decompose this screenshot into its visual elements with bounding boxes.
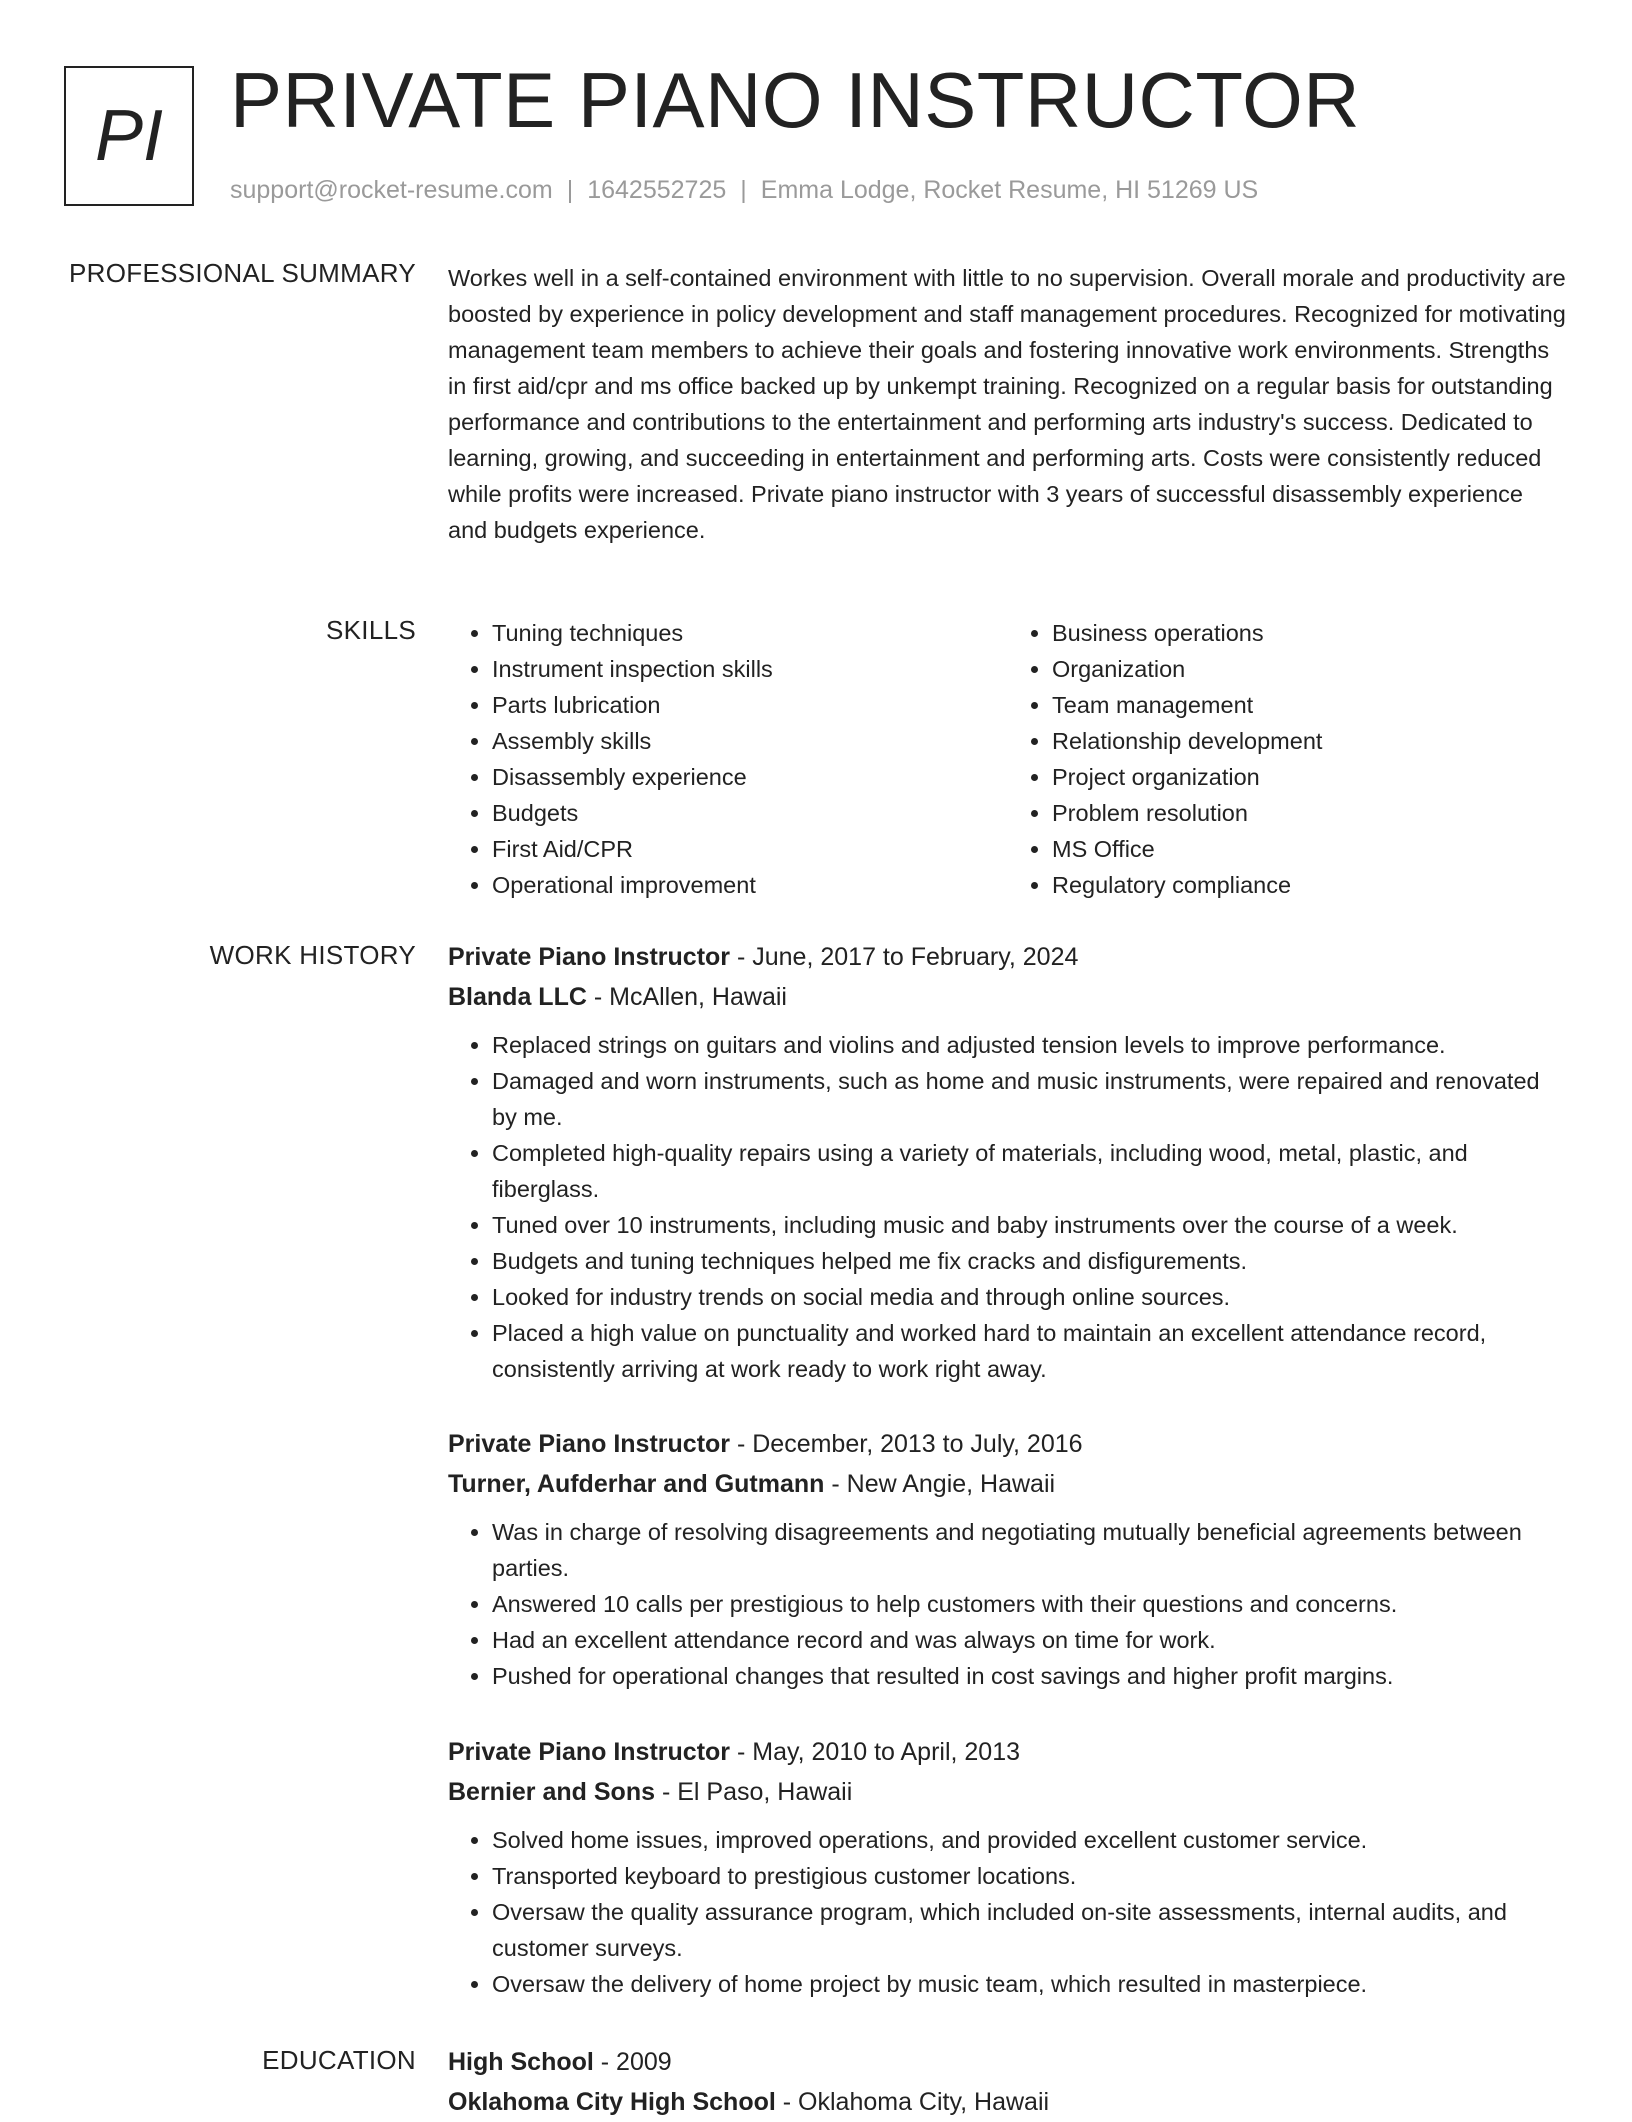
job-company: Bernier and Sons: [448, 1778, 655, 1806]
skill-item: • Instrument inspection skills: [492, 651, 1008, 687]
job-company: Turner, Aufderhar and Gutmann: [448, 1470, 825, 1498]
job-location: - El Paso, Hawaii: [655, 1778, 853, 1806]
job-dates: - May, 2010 to April, 2013: [730, 1738, 1021, 1766]
job-entry: [448, 1732, 1568, 2002]
job-bullets: [448, 1822, 1568, 2002]
job-title-line: [448, 1732, 1568, 1772]
contact-phone[interactable]: 1642552725: [587, 176, 727, 204]
job-bullet: • Solved home issues, improved operations, and provided excellent customer service.: [492, 1822, 1568, 1858]
monogram-text: PI: [94, 96, 164, 176]
job-title-line: [448, 937, 1568, 977]
job-title-line: [448, 1424, 1568, 1464]
job-entry: [448, 1424, 1568, 1694]
job-bullet: • Placed a high value on punctuality and worked hard to maintain an excellent attendance record, consistently arriving at work ready to work right away.: [492, 1315, 1568, 1387]
section-label-summary: PROFESSIONAL SUMMARY: [69, 258, 416, 288]
job-title: Private Piano Instructor: [448, 943, 731, 971]
job-entry: [448, 937, 1568, 1387]
contact-separator: |: [740, 176, 747, 204]
education-degree-line: [448, 2042, 1568, 2082]
job-bullet: • Damaged and worn instruments, such as home and music instruments, were repaired and renovated by me.: [492, 1063, 1568, 1135]
skill-item: • Regulatory compliance: [1052, 867, 1568, 903]
skill-item: • Project organization: [1052, 759, 1568, 795]
education-entry: [448, 2042, 1568, 2122]
skill-item: • Assembly skills: [492, 723, 1008, 759]
education-school: Oklahoma City High School: [448, 2088, 776, 2116]
job-company-line: [448, 1464, 1568, 1504]
job-bullet: • Completed high-quality repairs using a variety of materials, including wood, metal, plastic, and fiberglass.: [492, 1135, 1568, 1207]
job-bullet: • Transported keyboard to prestigious customer locations.: [492, 1858, 1568, 1894]
skill-item: • Business operations: [1052, 615, 1568, 651]
job-dates: - June, 2017 to February, 2024: [730, 943, 1079, 971]
job-bullet: • Budgets and tuning techniques helped me fix cracks and disfigurements.: [492, 1243, 1568, 1279]
job-bullet: • Answered 10 calls per prestigious to help customers with their questions and concerns.: [492, 1586, 1568, 1622]
section-label-work-history: WORK HISTORY: [209, 940, 416, 970]
job-bullet: • Oversaw the quality assurance program, which included on-site assessments, internal audits, and customer surveys.: [492, 1894, 1568, 1966]
job-bullet: • Looked for industry trends on social media and through online sources.: [492, 1279, 1568, 1315]
job-company-line: [448, 1772, 1568, 1812]
education-degree: High School: [448, 2048, 594, 2076]
skill-item: • Team management: [1052, 687, 1568, 723]
job-location: - McAllen, Hawaii: [586, 983, 787, 1011]
summary-text: Workes well in a self-contained environment with little to no supervision. Overall morale and productivity are boosted by experience in policy development and staff management procedures. Recognized for motivating management team members to achieve their goals and fostering innovative work environments. Strengths in first aid/cpr and ms office backed up by unkempt training. Recognized on a regular basis for outstanding performance and contributions to the entertainment and performing arts industry's success. Dedicated to learning, growing, and succeeding in entertainment and performing arts. Costs were consistently reduced while profits were increased. Private piano instructor with 3 years of successful disassembly experience and budgets experience.: [448, 265, 1566, 543]
contact-email[interactable]: support@rocket-resume.com: [230, 176, 553, 204]
job-dates: - December, 2013 to July, 2016: [730, 1430, 1083, 1458]
skills-column-right: [1008, 615, 1568, 903]
section-label-skills: SKILLS: [326, 615, 416, 645]
resume-name-heading: PRIVATE PIANO INSTRUCTOR: [230, 56, 1361, 144]
skills-list: [448, 615, 1568, 903]
job-bullet: • Had an excellent attendance record and was always on time for work.: [492, 1622, 1568, 1658]
job-title: Private Piano Instructor: [448, 1738, 731, 1766]
job-company: Blanda LLC: [448, 983, 587, 1011]
skills-column-left: [448, 615, 1008, 903]
job-bullet: • Was in charge of resolving disagreements and negotiating mutually beneficial agreements between parties.: [492, 1514, 1568, 1586]
skill-item: • Budgets: [492, 795, 1008, 831]
job-title: Private Piano Instructor: [448, 1430, 731, 1458]
section-label-education: EDUCATION: [262, 2045, 416, 2075]
skill-item: • MS Office: [1052, 831, 1568, 867]
skill-item: • Problem resolution: [1052, 795, 1568, 831]
job-bullet: • Tuned over 10 instruments, including music and baby instruments over the course of a week.: [492, 1207, 1568, 1243]
job-location: - New Angie, Hawaii: [824, 1470, 1056, 1498]
job-bullet: • Pushed for operational changes that resulted in cost savings and higher profit margins.: [492, 1658, 1568, 1694]
contact-address: Emma Lodge, Rocket Resume, HI 51269 US: [760, 176, 1259, 204]
job-bullets: [448, 1027, 1568, 1387]
skill-item: • Parts lubrication: [492, 687, 1008, 723]
contact-line: [230, 176, 1258, 205]
job-bullet: • Oversaw the delivery of home project by music team, which resulted in masterpiece.: [492, 1966, 1568, 2002]
skill-item: • Organization: [1052, 651, 1568, 687]
job-bullets: [448, 1514, 1568, 1694]
contact-separator: |: [566, 176, 574, 204]
monogram-badge: [64, 66, 194, 206]
education-school-line: [448, 2082, 1568, 2122]
job-bullet: • Replaced strings on guitars and violins and adjusted tension levels to improve performance.: [492, 1027, 1568, 1063]
skill-item: • First Aid/CPR: [492, 831, 1008, 867]
education-location: - Oklahoma City, Hawaii: [775, 2088, 1050, 2116]
skill-item: • Operational improvement: [492, 867, 1008, 903]
skill-item: • Tuning techniques: [492, 615, 1008, 651]
skill-item: • Relationship development: [1052, 723, 1568, 759]
job-company-line: [448, 977, 1568, 1017]
education-year: - 2009: [593, 2048, 672, 2076]
skill-item: • Disassembly experience: [492, 759, 1008, 795]
